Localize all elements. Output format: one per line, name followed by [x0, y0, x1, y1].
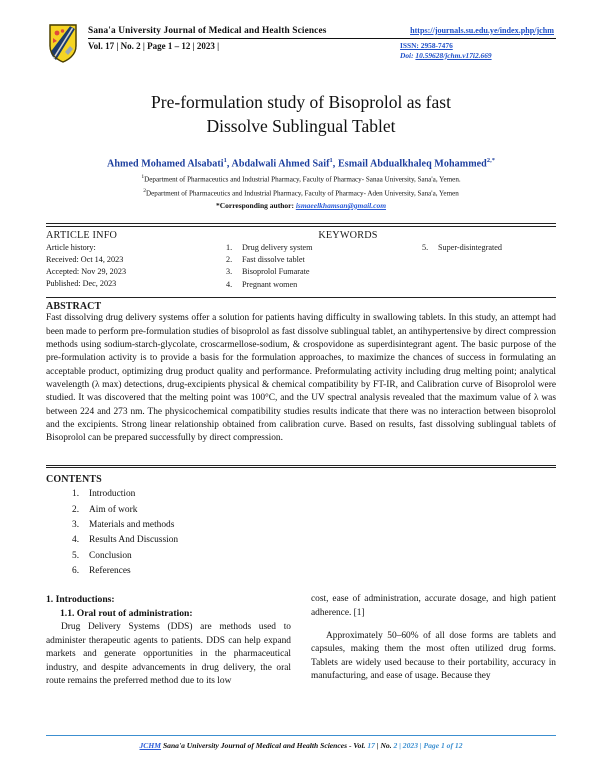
keywords-columns — [226, 242, 556, 292]
footer-jchm-link[interactable]: JCHM — [139, 741, 162, 750]
title-line-1: Pre-formulation study of Bisoprolol as fast — [151, 92, 451, 112]
keyword-item — [226, 279, 422, 291]
contents-label: Materials and methods — [89, 520, 175, 531]
article-info-block — [46, 227, 556, 298]
article-history — [46, 242, 226, 292]
keyword-text: Pregnant women — [242, 279, 298, 289]
body-paragraph-left-1: Drug Delivery Systems (DDS) are methods used to administer therapeutic agents to patients. DDS can help expand markets and generate opportunities in the pharmaceutical industry, and despite advancements in drug delivery, the oral route remains the preferred method due to its low — [46, 622, 291, 687]
affiliation-2 — [46, 187, 556, 199]
masthead-bottom-row — [88, 41, 556, 60]
affiliation-1-text: Department of Pharmaceutics and Industrial Pharmacy, Faculty of Pharmacy- Sanaa University, Sana'a, Yemen. — [144, 175, 461, 183]
info-body — [46, 241, 556, 298]
contents-number: 2. — [72, 504, 80, 515]
section-heading-introductions: 1. Introductions: — [46, 594, 115, 606]
author-1: Ahmed Mohamed Alsabati — [107, 158, 224, 170]
keyword-number: 5. — [422, 242, 429, 252]
affiliation-2-marker: 2 — [143, 188, 146, 195]
contents-item-materials-and-methods[interactable] — [72, 518, 556, 533]
body-columns — [46, 587, 556, 698]
received-date: Received: Oct 14, 2023 — [46, 254, 124, 264]
corresponding-author-email[interactable]: ismaeelkhamsan@gmail.com — [295, 200, 387, 210]
keyword-text: Drug delivery system — [242, 242, 313, 252]
contents-label: Introduction — [89, 489, 136, 500]
contents-item-introduction[interactable] — [72, 487, 556, 502]
contents-label: References — [89, 566, 131, 577]
abstract-heading: ABSTRACT — [46, 301, 102, 313]
author-3: Esmail Abdualkhaleq Mohammed — [337, 158, 487, 170]
contents-label: Results And Discussion — [89, 535, 179, 546]
identifiers — [400, 41, 556, 60]
footer-no-label: | No. — [376, 741, 392, 750]
contents-number: 6. — [72, 566, 80, 577]
keyword-item — [226, 242, 422, 254]
doi-label: Doi: — [400, 50, 414, 60]
keywords-column-1 — [226, 242, 422, 292]
article-info-heading: ARTICLE INFO — [46, 229, 118, 241]
issn-text: ISSN: 2958-7476 — [400, 41, 453, 51]
keyword-number: 4. — [226, 279, 233, 289]
author-2: Abdalwali Ahmed Saif — [231, 158, 330, 170]
journal-logo — [46, 22, 80, 64]
contents-number: 1. — [72, 489, 80, 500]
doi-line — [400, 51, 556, 60]
contents-item-conclusion[interactable] — [72, 549, 556, 564]
abstract-text: Fast dissolving drug delivery systems offer a solution for patients having difficulty in swallowing tablets. In this study, an attempt had been made to perform pre-formulation studies of bisoprolol as fast dissolve sublingual tablet, an antihypertensive by direct compression methods using sodium-starch-glycolate, croscarmellose-sodium, & crospovidone as superdisintegrant agent. The basic purpose of the pre-formulation activity is to provide a basis for the formulation approaches, to maximize the chances of success in formulating an acceptable product, optimizing drug product quality and performance. Preformulating activity including drug melting point; analytical wavelength (λ max) detections, drug-excipients physical & chemical compatibility by FT-IR, and Calibration curve of Bisoprolol were studied. It was discovered that the melting point was 100°C, and the UV spectral analysis revealed that the maximum value of λ was between 224 and 273 nm. The physicochemical compatibility studies results indicate that there was no interaction between bisoprolol and the excipients. Strong linear relationship obtained from calibration curve. Based on results, fast dissolving sublingual tablets of Bisoprolol can be prepared successfully by direct compression. — [46, 313, 556, 444]
contents-item-results-and-discussion[interactable] — [72, 533, 556, 548]
footer-text — [46, 741, 556, 750]
keyword-item — [422, 242, 502, 254]
masthead-text — [88, 22, 556, 64]
info-headings — [46, 230, 556, 241]
published-date: Published: Dec, 2023 — [46, 279, 117, 289]
contents-number: 4. — [72, 535, 80, 546]
affiliation-1 — [46, 173, 556, 185]
contents-heading: CONTENTS — [46, 474, 102, 486]
footer-divider — [46, 735, 556, 736]
keyword-text: Bisoprolol Fumarate — [242, 267, 310, 277]
journal-title: Sana'a University Journal of Medical and Health Sciences — [88, 26, 327, 37]
footer-separator: - Vol. — [349, 741, 366, 750]
contents-number: 5. — [72, 550, 80, 561]
accepted-date: Accepted: Nov 29, 2023 — [46, 267, 127, 277]
author-3-sup: 2,* — [486, 157, 495, 165]
volume-issue-line: Vol. 17 | No. 2 | Page 1 – 12 | 2023 | — [88, 41, 220, 52]
keyword-number: 3. — [226, 267, 233, 277]
university-crest-icon — [48, 22, 78, 64]
title-line-2: Dissolve Sublingual Tablet — [206, 116, 396, 137]
footer-year: | 2023 | — [399, 741, 422, 750]
footer-volume: 17 — [367, 741, 375, 750]
contents-number: 3. — [72, 520, 80, 531]
masthead-top-row — [88, 26, 556, 38]
keyword-text: Fast dissolve tablet — [242, 254, 305, 264]
footer-page-number: Page 1 of 12 — [423, 741, 463, 750]
corresponding-author-label: *Corresponding author: — [215, 200, 294, 210]
contents-item-references[interactable] — [72, 564, 556, 579]
contents-label: Conclusion — [89, 550, 132, 561]
body-column-right — [311, 593, 556, 698]
subsection-heading-oral-route: 1.1. Oral rout of administration: — [60, 608, 193, 620]
body-column-left — [46, 593, 291, 698]
body-paragraph-right-1: cost, ease of administration, accurate dosage, and high patient adherence. [1] — [311, 594, 556, 618]
keywords-column-2 — [422, 242, 502, 292]
affiliation-2-text: Department of Pharmaceutics and Industrial Pharmacy, Faculty of Pharmacy- Aden University, Sana'a, Yemen — [146, 189, 459, 198]
footer-journal-name: Sana'a University Journal of Medical and Health Sciences — [162, 741, 348, 750]
corresponding-author — [46, 201, 556, 210]
keyword-item — [226, 266, 422, 278]
page-footer — [46, 735, 556, 750]
doi-link[interactable]: 10.59628/jchm.v17i2.669 — [415, 50, 492, 60]
masthead — [46, 22, 556, 66]
author-list: Ahmed Mohamed Alsabati$^1$, Abdalwali Ahmed Saif$^1$, Esmail Abdualkhaleq Mohammed$^{2,*}$ — [107, 157, 495, 170]
footer-issue: 2 — [393, 741, 398, 750]
keyword-item — [226, 254, 422, 266]
keyword-number: 1. — [226, 242, 233, 252]
contents-section — [46, 468, 556, 587]
contents-item-aim-of-work[interactable] — [72, 503, 556, 518]
body-paragraph-right-2: Approximately 50–60% of all dose forms are tablets and capsules, making them the most often utilized drug forms. Tablets are widely used because to their portability, accuracy in manufacturing, and ease of usage. Because they — [311, 630, 556, 682]
keyword-text: Super-disintegrated — [438, 242, 502, 252]
journal-url-link[interactable]: https://journals.su.edu.ye/index.php/jchm — [410, 26, 554, 36]
affiliation-1-marker: 1 — [141, 173, 145, 180]
keyword-number: 2. — [226, 254, 233, 264]
keywords-heading: KEYWORDS — [318, 229, 378, 241]
contents-list — [46, 487, 556, 579]
author-2-sup: 1 — [329, 157, 333, 165]
page-title — [88, 90, 514, 138]
contents-label: Aim of work — [89, 504, 138, 515]
abstract-section — [46, 298, 556, 451]
author-1-sup: 1 — [223, 157, 227, 165]
masthead-divider — [88, 38, 556, 39]
history-label: Article history: — [46, 242, 96, 252]
